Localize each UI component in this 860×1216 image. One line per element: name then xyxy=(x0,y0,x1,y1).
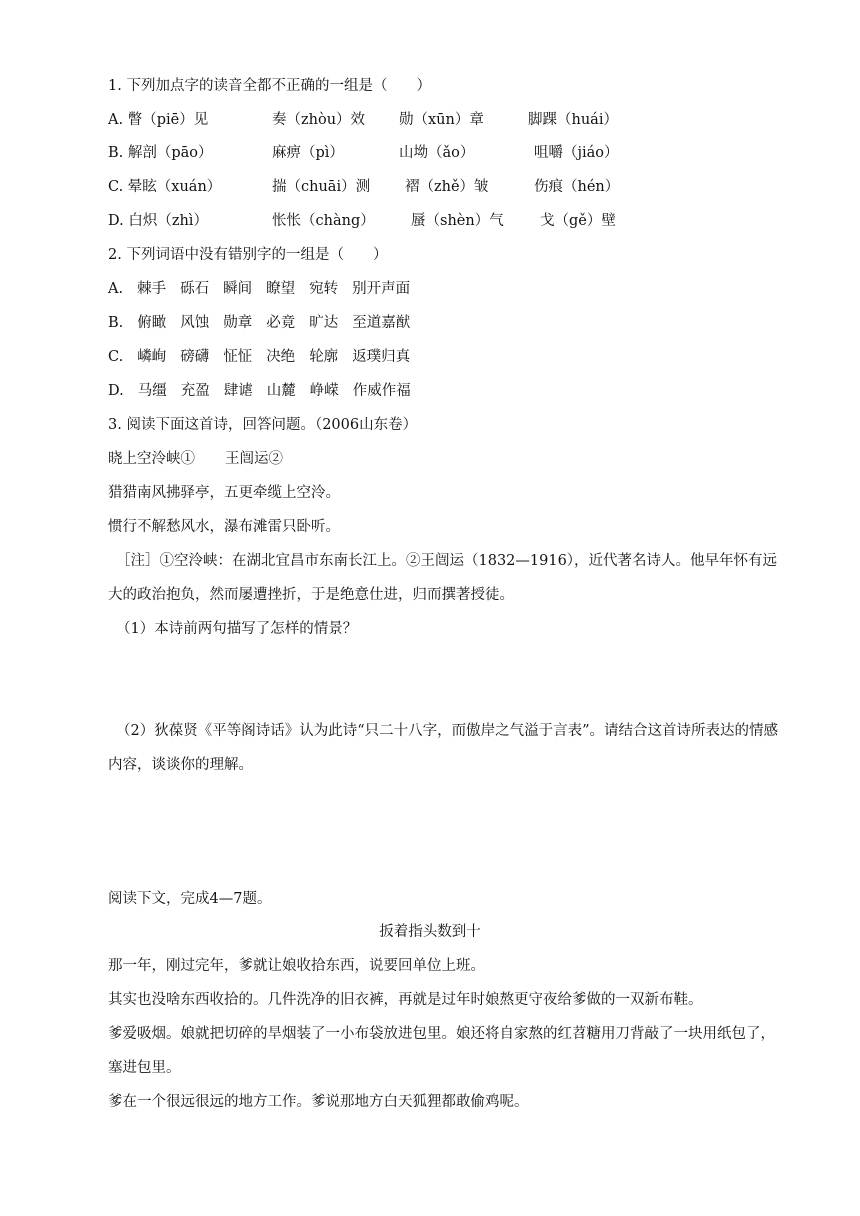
q2-b-w1: 俯瞰 xyxy=(137,315,167,331)
q2-b-label: B. xyxy=(108,315,124,331)
passage-title: 扳着指头数到十 xyxy=(379,924,481,940)
q2-c-w2: 磅礴 xyxy=(180,349,210,365)
q1-c-2: 揣（chuāi）测 xyxy=(272,179,371,195)
q2-a-w5: 宛转 xyxy=(309,281,339,297)
q1-a-1: A. 瞥（piē）见 xyxy=(108,112,209,128)
q2-d-w3: 肆谑 xyxy=(223,383,253,399)
poem-author: 王闿运② xyxy=(225,451,283,467)
q2-d-w2: 充盈 xyxy=(180,383,210,399)
q1-d-2: 怅怅（chàng） xyxy=(272,213,375,229)
q2-d-label: D. xyxy=(108,383,124,399)
q2-c-w5: 轮廓 xyxy=(309,349,339,365)
q2-a-w1: 棘手 xyxy=(137,281,167,297)
q2-option-a xyxy=(108,279,424,299)
q1-b-2: 麻痹（pì） xyxy=(272,145,344,161)
passage-paragraph-1: 那一年，刚过完年，爹就让娘收拾东西，说要回单位上班。 xyxy=(108,958,485,974)
q2-b-w3: 勋章 xyxy=(223,315,253,331)
q2-c-w6: 返璞归真 xyxy=(352,349,411,365)
q2-d-w4: 山麓 xyxy=(266,383,296,399)
q2-option-b xyxy=(108,313,424,333)
q2-a-label: A. xyxy=(108,281,124,297)
q3-stem: 3. 阅读下面这首诗，回答问题。（2006山东卷） xyxy=(108,417,418,433)
passage-paragraph-3: 爹爱吸烟。娘就把切碎的旱烟装了一小布袋放进包里。娘还将自家熬的红苕糖用刀背敲了一块用纸包了，塞进包里。 xyxy=(108,1026,775,1076)
q2-c-w4: 决绝 xyxy=(266,349,296,365)
q2-c-label: C. xyxy=(108,349,124,365)
q2-a-w2: 砾石 xyxy=(180,281,210,297)
q2-option-d xyxy=(108,381,425,401)
q1-b-1: B. 解剖（pāo） xyxy=(108,145,213,161)
poem-heading xyxy=(108,449,283,469)
q2-b-w2: 风蚀 xyxy=(180,315,210,331)
q2-b-w5: 旷达 xyxy=(309,315,339,331)
q1-a-2: 奏（zhòu）效 xyxy=(272,112,366,128)
q1-d-3: 蜃（shèn）气 xyxy=(411,213,504,229)
poem-line-1: 猎猎南风拂驿亭，五更牵缆上空泠。 xyxy=(108,485,340,501)
q2-option-c xyxy=(108,347,424,367)
q2-c-w3: 怔怔 xyxy=(223,349,253,365)
passage-paragraph-2: 其实也没啥东西收拾的。几件洗净的旧衣裤，再就是过年时娘熬更守夜给爹做的一双新布鞋。 xyxy=(108,992,703,1008)
q2-a-w3: 瞬间 xyxy=(223,281,253,297)
q2-b-w6: 至道嘉猷 xyxy=(352,315,411,331)
q1-c-1: C. 晕眩（xuán） xyxy=(108,179,222,195)
q1-c-3: 褶（zhě）皱 xyxy=(405,179,489,195)
q1-d-1: D. 白炽（zhì） xyxy=(108,213,208,229)
q2-b-w4: 必竟 xyxy=(266,315,296,331)
q1-a-3: 勋（xūn）章 xyxy=(399,112,484,128)
q1-a-4: 脚踝（huái） xyxy=(528,112,618,128)
q1-stem: 1. 下列加点字的读音全都不正确的一组是（ ） xyxy=(108,78,431,94)
reading-intro: 阅读下文，完成4—7题。 xyxy=(108,891,272,907)
q2-a-w4: 瞭望 xyxy=(266,281,296,297)
q3-sub2: （2）狄葆贤《平等阁诗话》认为此诗“只二十八字，而傲岸之气溢于言表”。请结合这首诗所表达的情感内容，谈谈你的理解。 xyxy=(108,723,779,773)
q2-c-w1: 嶙峋 xyxy=(137,349,167,365)
q2-stem: 2. 下列词语中没有错别字的一组是（ ） xyxy=(108,247,388,263)
passage-paragraph-4: 爹在一个很远很远的地方工作。爹说那地方白天狐狸都敢偷鸡呢。 xyxy=(108,1094,529,1110)
poem-line-2: 惯行不解愁风水，瀑布滩雷只卧听。 xyxy=(108,519,340,535)
q2-d-w6: 作威作福 xyxy=(352,383,411,399)
q1-d-4: 戈（gě）壁 xyxy=(540,213,616,229)
q1-b-3: 山坳（ǎo） xyxy=(399,145,475,161)
q2-a-w6: 别开声面 xyxy=(352,281,411,297)
q2-d-w1: 马缰 xyxy=(137,383,167,399)
poem-note: ［注］①空泠峡：在湖北宜昌市东南长江上。②王闿运（1832—1916），近代著名诗人。他早年怀有远大的政治抱负，然而屡遭挫折，于是绝意仕进，归而撰著授徒。 xyxy=(108,553,778,603)
poem-title: 晓上空泠峡① xyxy=(108,451,195,467)
q1-c-4: 伤痕（hén） xyxy=(534,179,620,195)
q3-sub1: （1）本诗前两句描写了怎样的情景？ xyxy=(116,621,358,637)
q1-b-4: 咀嚼（jiáo） xyxy=(534,145,619,161)
q2-d-w5: 峥嵘 xyxy=(309,383,339,399)
